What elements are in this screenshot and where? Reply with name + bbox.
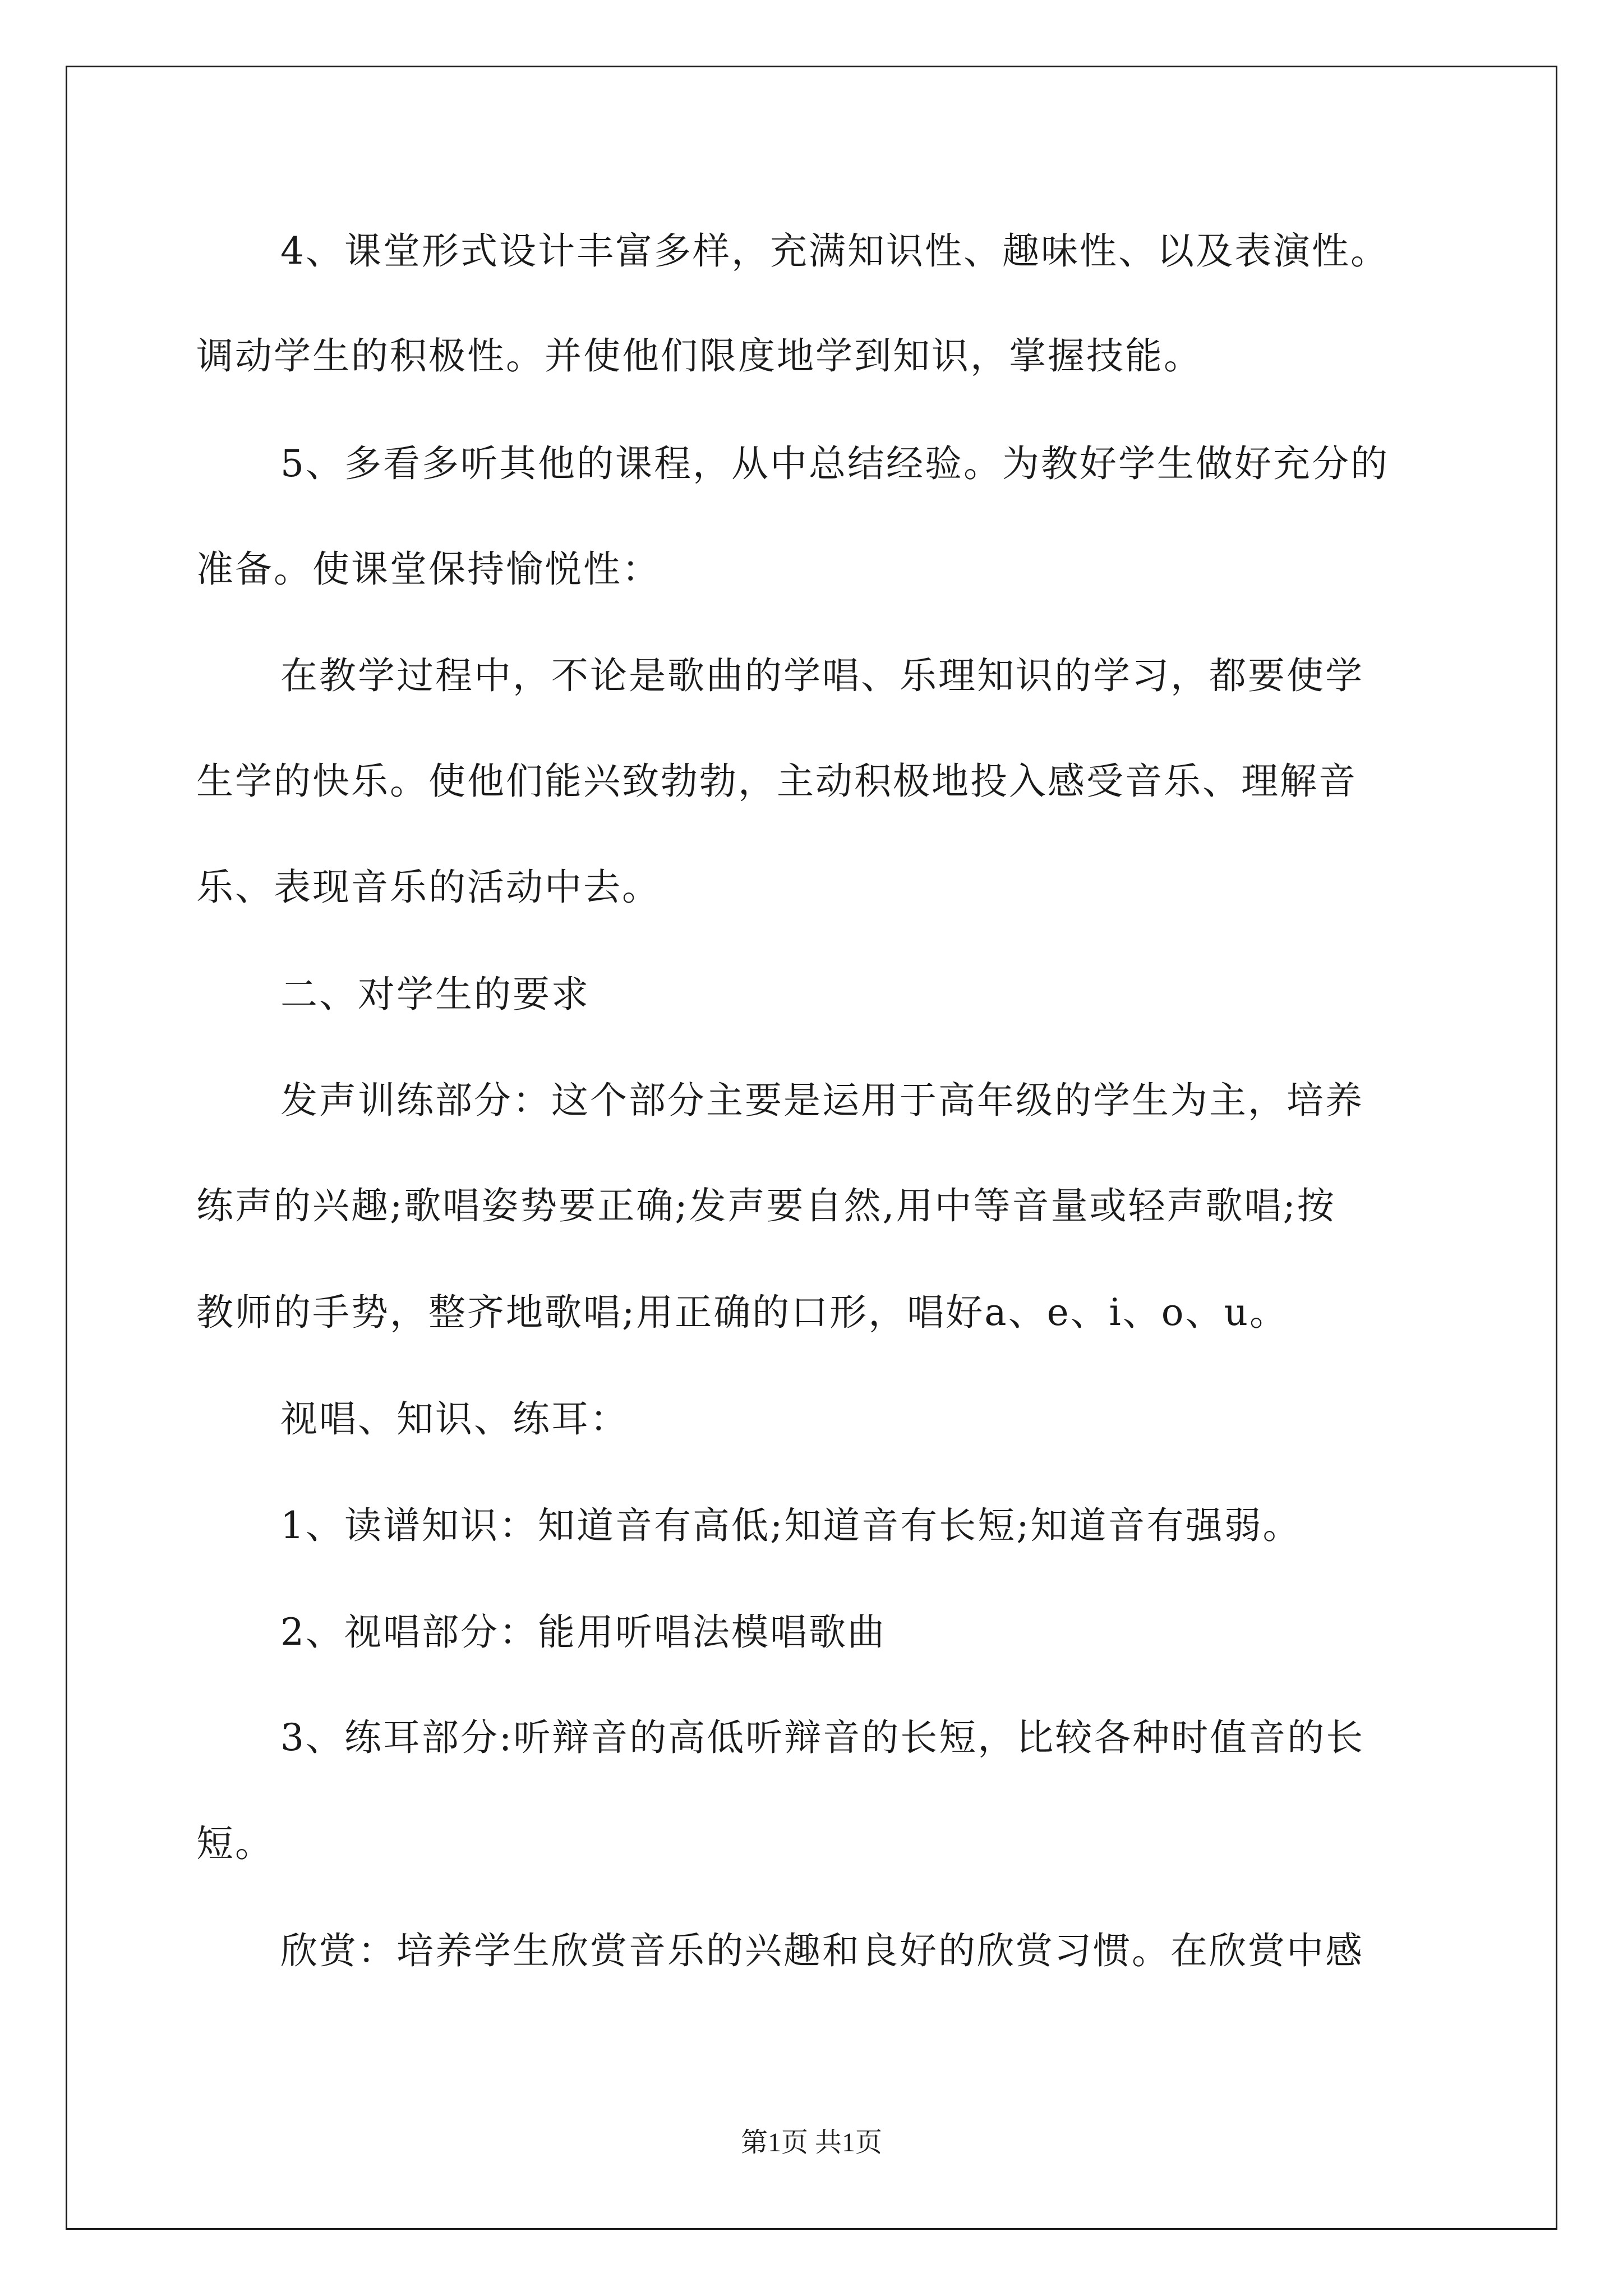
- paragraph-line: 练声的兴趣;歌唱姿势要正确;发声要自然,用中等音量或轻声歌唱;按: [196, 1184, 1336, 1227]
- paragraph-line: 4、课堂形式设计丰富多样，充满知识性、趣味性、以及表演性。: [280, 229, 1389, 273]
- paragraph-line: 2、视唱部分：能用听唱法模唱歌曲: [280, 1611, 886, 1654]
- paragraph-line: 3、练耳部分:听辩音的高低听辩音的长短，比较各种时值音的长: [280, 1716, 1365, 1759]
- page-footer: 第1页 共1页: [740, 2128, 882, 2157]
- paragraph-line: 生学的快乐。使他们能兴致勃勃，主动积极地投入感受音乐、理解音: [196, 760, 1357, 803]
- paragraph-line: 调动学生的积极性。并使他们限度地学到知识，掌握技能。: [196, 334, 1202, 378]
- paragraph-line: 1、读谱知识：知道音有高低;知道音有长短;知道音有强弱。: [280, 1504, 1302, 1547]
- page-border: [66, 66, 1557, 2230]
- paragraph-line: 短。: [196, 1822, 274, 1865]
- paragraph-line: 教师的手势，整齐地歌唱;用正确的口形，唱好a、e、i、o、u。: [196, 1291, 1288, 1334]
- paragraph-line: 准备。使课堂保持愉悦性：: [196, 547, 661, 591]
- paragraph-line: 视唱、知识、练耳：: [280, 1397, 629, 1441]
- paragraph-line: 5、多看多听其他的课程，从中总结经验。为教好学生做好充分的: [280, 442, 1389, 485]
- paragraph-line: 乐、表现音乐的活动中去。: [196, 866, 661, 909]
- paragraph-line: 发声训练部分：这个部分主要是运用于高年级的学生为主，培养: [280, 1079, 1364, 1122]
- section-heading: 二、对学生的要求: [280, 973, 590, 1016]
- paragraph-line: 在教学过程中，不论是歌曲的学唱、乐理知识的学习，都要使学: [280, 654, 1364, 697]
- paragraph-line: 欣赏：培养学生欣赏音乐的兴趣和良好的欣赏习惯。在欣赏中感: [280, 1929, 1364, 1972]
